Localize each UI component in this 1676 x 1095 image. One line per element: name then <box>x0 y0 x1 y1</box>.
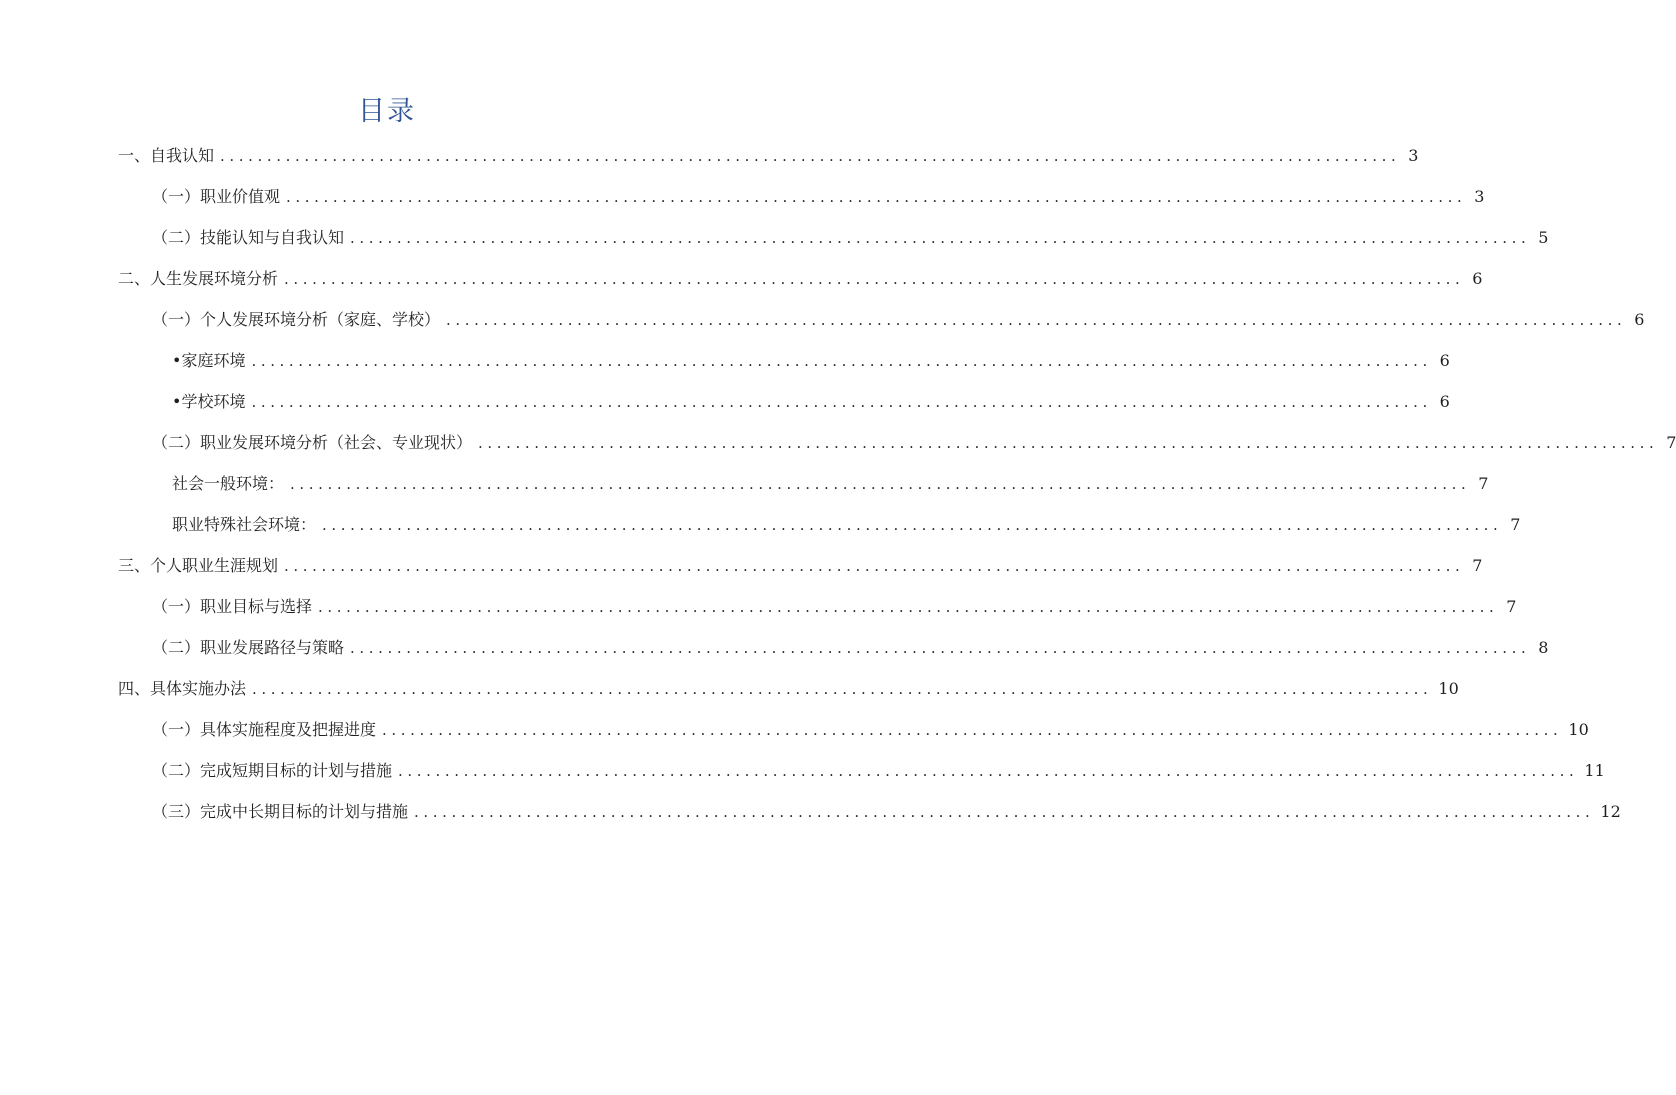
toc-entry-text: （二）职业发展环境分析（社会、专业现状） <box>152 433 473 452</box>
toc-entry-text: 社会一般环境： <box>172 474 285 493</box>
toc-entry-text: 三、个人职业生涯规划 <box>118 556 279 575</box>
toc-entry-text: •学校环境 <box>172 392 246 411</box>
toc-page-number: 6 <box>1472 269 1483 288</box>
toc-leader-dots: .............................................................................................................................. <box>290 475 1471 493</box>
toc-leader-dots: .............................................................................................................................. <box>414 803 1595 821</box>
toc-entry-text: （三）完成中长期目标的计划与措施 <box>152 802 409 821</box>
toc-page-number: 7 <box>1472 556 1483 575</box>
toc-entry-text: （一）具体实施程度及把握进度 <box>152 720 377 739</box>
toc-entry[interactable] <box>118 136 1419 176</box>
toc-leader-dots: .............................................................................................................................. <box>318 598 1499 616</box>
toc-leader-dots: .............................................................................................................................. <box>398 762 1579 780</box>
toc-leader-dots: .............................................................................................................................. <box>350 639 1531 657</box>
toc-entry[interactable] <box>152 792 1621 832</box>
toc-title: 目录 <box>358 96 416 127</box>
toc-entry-text: （二）技能认知与自我认知 <box>152 228 345 247</box>
toc-entry[interactable] <box>152 423 1676 463</box>
toc-entry[interactable] <box>152 218 1549 258</box>
toc-leader-dots: .............................................................................................................................. <box>350 229 1531 247</box>
toc-entry-text: （二）完成短期目标的计划与措施 <box>152 761 393 780</box>
toc-page-number: 7 <box>1506 597 1517 616</box>
toc-page-number: 3 <box>1408 146 1419 165</box>
toc-leader-dots: .............................................................................................................................. <box>252 680 1433 698</box>
toc-page-number: 10 <box>1568 720 1589 739</box>
toc-entry[interactable] <box>152 710 1589 750</box>
toc-entry[interactable] <box>118 669 1459 709</box>
toc-entry[interactable] <box>118 546 1483 586</box>
toc-entry-text: （一）个人发展环境分析（家庭、学校） <box>152 310 441 329</box>
toc-entry[interactable] <box>152 177 1485 217</box>
toc-page-number: 6 <box>1634 310 1645 329</box>
toc-leader-dots: .............................................................................................................................. <box>322 516 1503 534</box>
toc-entry[interactable] <box>152 587 1517 627</box>
toc-entry-text: •家庭环境 <box>172 351 246 370</box>
toc-entry-text: 二、人生发展环境分析 <box>118 269 279 288</box>
toc-leader-dots: .............................................................................................................................. <box>251 393 1432 411</box>
toc-entry[interactable] <box>172 464 1489 504</box>
toc-entry-text: 四、具体实施办法 <box>118 679 247 698</box>
toc-page-number: 8 <box>1538 638 1549 657</box>
toc-leader-dots: .............................................................................................................................. <box>446 311 1627 329</box>
toc-page-number: 7 <box>1666 433 1676 452</box>
toc-leader-dots: .............................................................................................................................. <box>382 721 1563 739</box>
toc-entry[interactable] <box>152 751 1605 791</box>
toc-page-number: 6 <box>1439 392 1450 411</box>
toc-page-number: 5 <box>1538 228 1549 247</box>
toc-entry[interactable] <box>152 300 1645 340</box>
toc-leader-dots: .............................................................................................................................. <box>284 270 1465 288</box>
toc-leader-dots: .............................................................................................................................. <box>220 147 1401 165</box>
toc-entry-text: （二）职业发展路径与策略 <box>152 638 345 657</box>
toc-page-number: 3 <box>1474 187 1485 206</box>
toc-leader-dots: .............................................................................................................................. <box>251 352 1432 370</box>
toc-entry-text: 职业特殊社会环境： <box>172 515 317 534</box>
toc-page-number: 7 <box>1510 515 1521 534</box>
toc-entry[interactable] <box>118 259 1483 299</box>
toc-entry[interactable] <box>152 628 1549 668</box>
toc-entry-text: （一）职业价值观 <box>152 187 281 206</box>
toc-page-number: 11 <box>1584 761 1605 780</box>
toc-page-number: 7 <box>1478 474 1489 493</box>
toc-entry[interactable] <box>172 505 1521 545</box>
toc-leader-dots: .............................................................................................................................. <box>478 434 1659 452</box>
toc-page-number: 6 <box>1439 351 1450 370</box>
toc-entry[interactable] <box>172 382 1450 422</box>
toc-page-number: 10 <box>1438 679 1459 698</box>
toc-page-number: 12 <box>1600 802 1621 821</box>
toc-entry-text: （一）职业目标与选择 <box>152 597 313 616</box>
toc-entry[interactable] <box>172 341 1450 381</box>
toc-entry-text: 一、自我认知 <box>118 146 215 165</box>
toc-leader-dots: .............................................................................................................................. <box>284 557 1465 575</box>
toc-leader-dots: .............................................................................................................................. <box>286 188 1467 206</box>
